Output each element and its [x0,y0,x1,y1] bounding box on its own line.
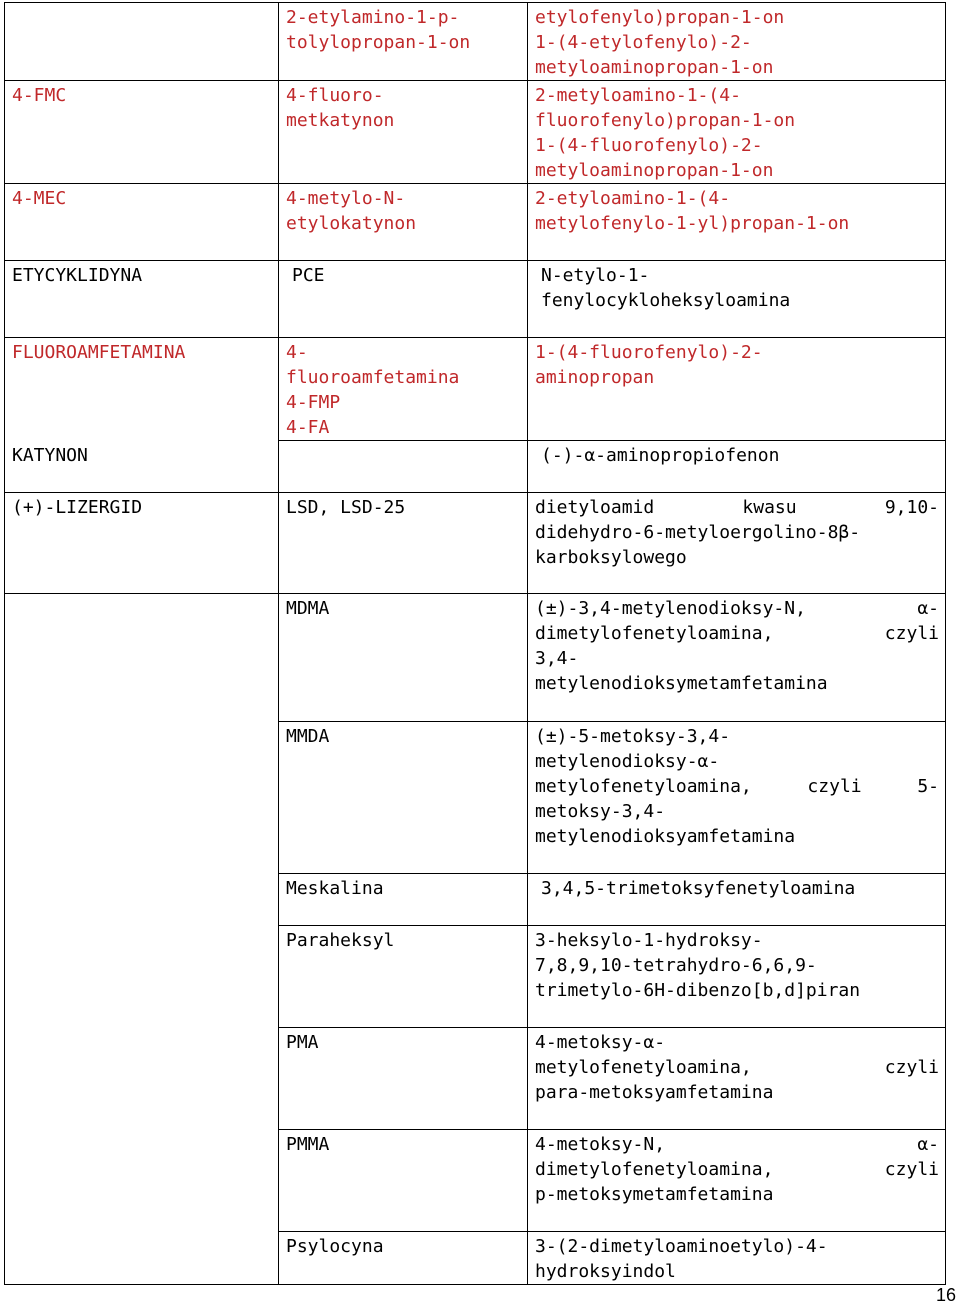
table-row [5,1028,946,1130]
text-line: 4-metoksy-α- [535,1032,666,1053]
substance-alias-cell: PCE [279,261,528,338]
text-line: 2-metyloamino-1-(4- [535,85,741,106]
substance-alias-cell: Paraheksyl [279,926,528,1028]
text-line: metylenodioksyamfetamina [535,826,796,847]
substance-name-cell [5,926,279,1028]
table-row [5,338,946,441]
text-line: trimetylo-6H-dibenzo[b,d]piran [535,980,861,1001]
substance-name-cell: FLUOROAMFETAMINA [5,338,279,441]
substance-name-cell: (+)-LIZERGID [5,493,279,594]
chemical-name-cell [528,594,946,722]
text-line: 4- [286,342,308,363]
text-line: 1-(4-etylofenylo)-2- [535,32,752,53]
chemical-name-cell [528,1028,946,1130]
text-line: etylokatynon [286,213,417,234]
substance-name-cell [5,1028,279,1130]
substance-alias-cell: Meskalina [279,874,528,926]
text-line: didehydro-6-metyloergolino-8β- [535,522,861,543]
substance-name-cell [5,1130,279,1232]
text-line: (±)-5-metoksy-3,4- [535,726,731,747]
chemical-name-cell [528,493,946,594]
substance-name-cell [5,594,279,722]
text-line: tolylopropan-1-on [286,32,471,53]
chemical-name-cell [528,184,946,261]
text-line: 3-(2-dimetyloaminoetylo)-4- [535,1236,828,1257]
chemical-name-cell: (-)-α-aminopropiofenon [528,441,946,493]
text-line: p-metoksymetamfetamina [535,1184,774,1205]
table-row [5,722,946,874]
page-number: 16 [936,1285,957,1305]
table-row [5,1232,946,1285]
substance-alias-cell [279,441,528,493]
substance-name-cell: 4-MEC [5,184,279,261]
substance-name-cell: ETYCYKLIDYNA [5,261,279,338]
text-line: fenylocykloheksyloamina [541,290,791,311]
substance-alias-cell: LSD, LSD-25 [279,493,528,594]
text-line: 4-FMP [286,392,341,413]
text-line: metylofenetyloamina, czyli 5- [535,776,939,797]
chemical-name-cell [528,926,946,1028]
text-line: para-metoksyamfetamina [535,1082,774,1103]
table-row [5,81,946,184]
substance-alias-cell: MDMA [279,594,528,722]
text-line: 2-etyloamino-1-(4- [535,188,731,209]
chemical-name-cell [528,1130,946,1232]
text-line: aminopropan [535,367,655,388]
text-line: N-etylo-1- [541,265,650,286]
text-line: 4-fluoro- [286,85,384,106]
chemical-name-cell [528,261,946,338]
text-line: metylenodioksymetamfetamina [535,673,828,694]
chemical-name-cell [528,722,946,874]
table-row [5,493,946,594]
text-line: 1-(4-fluorofenylo)-2- [535,342,763,363]
text-line: 7,8,9,10-tetrahydro-6,6,9- [535,955,817,976]
text-line: metylenodioksy-α- [535,751,720,772]
text-line: 4-metoksy-N, α- [535,1134,939,1155]
text-line: (±)-3,4-metylenodioksy-N, α- [535,598,939,619]
substance-alias-cell: MMDA [279,722,528,874]
chemical-name-cell [528,1232,946,1285]
text-line: 3,4- [535,648,579,669]
text-line: dimetylofenetyloamina, czyli [535,623,939,644]
table-row [5,184,946,261]
text-line: metoksy-3,4- [535,801,666,822]
substance-name-cell [5,874,279,926]
substance-alias-cell [279,3,528,81]
text-line: dietyloamid kwasu 9,10- [535,497,939,518]
substance-name-cell [5,722,279,874]
text-line: 2-etylamino-1-p- [286,7,460,28]
substance-name-cell: 4-FMC [5,81,279,184]
text-line: karboksylowego [535,547,687,568]
text-line: metylofenetyloamina, czyli [535,1057,939,1078]
substance-alias-cell [279,81,528,184]
table-row [5,1130,946,1232]
substance-alias-cell: PMMA [279,1130,528,1232]
text-line: metyloaminopropan-1-on [535,57,774,78]
text-line: 4-FA [286,417,330,438]
substance-name-cell: KATYNON [5,441,279,493]
substance-name-cell [5,3,279,81]
table-row [5,594,946,722]
substance-alias-cell [279,184,528,261]
text-line: 1-(4-fluorofenylo)-2- [535,135,763,156]
substance-table [4,2,946,1285]
substance-alias-cell: PMA [279,1028,528,1130]
chemical-name-cell [528,3,946,81]
table-row [5,874,946,926]
text-line: metyloaminopropan-1-on [535,160,774,181]
chemical-name-cell [528,338,946,441]
text-line: etylofenylo)propan-1-on [535,7,785,28]
text-line: fluorofenylo)propan-1-on [535,110,796,131]
substance-alias-cell [279,338,528,441]
text-line: fluoroamfetamina [286,367,460,388]
table-row [5,261,946,338]
table-row [5,441,946,493]
chemical-name-cell: 3,4,5-trimetoksyfenetyloamina [528,874,946,926]
text-line: metylofenylo-1-yl)propan-1-on [535,213,850,234]
text-line: metkatynon [286,110,395,131]
text-line: 4-metylo-N- [286,188,406,209]
text-line: hydroksyindol [535,1261,676,1282]
substance-alias-cell: Psylocyna [279,1232,528,1285]
chemical-name-cell [528,81,946,184]
text-line: 3-heksylo-1-hydroksy- [535,930,763,951]
table-row [5,926,946,1028]
text-line: dimetylofenetyloamina, czyli [535,1159,939,1180]
table-row [5,3,946,81]
substance-name-cell [5,1232,279,1285]
